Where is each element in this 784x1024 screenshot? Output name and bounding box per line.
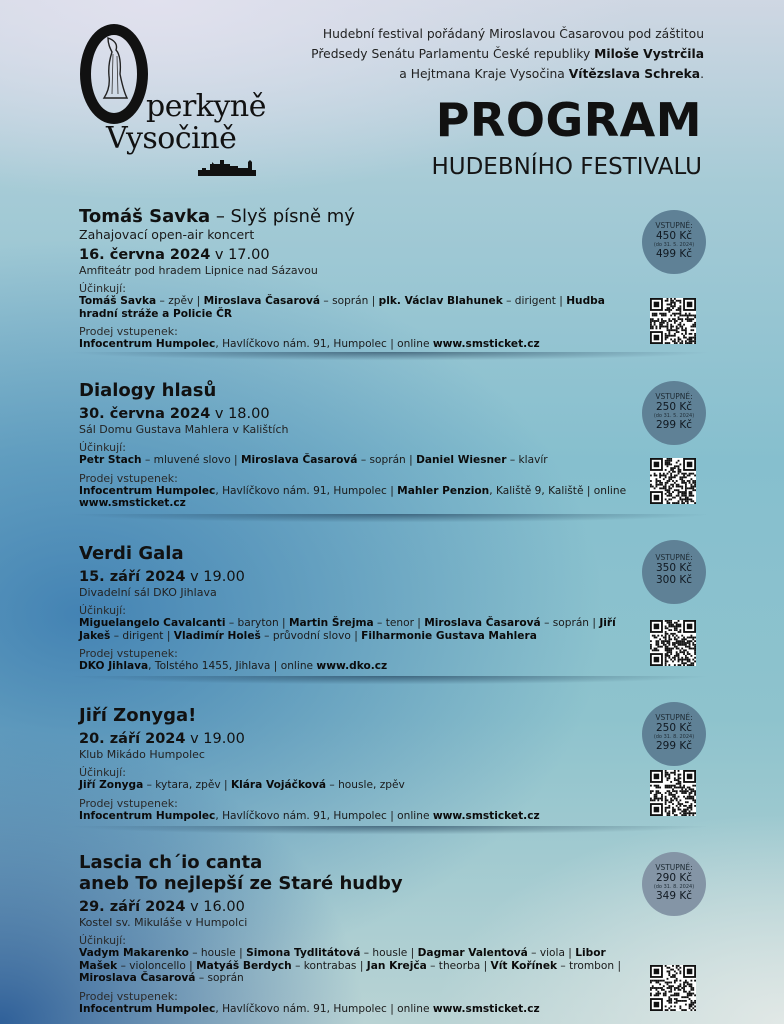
performer-role: – viola | [527, 947, 576, 959]
event-title-main: Dialogy hlasů [79, 380, 217, 401]
performers-list [79, 617, 639, 642]
qr-code-icon[interactable] [650, 620, 696, 666]
event-title [79, 705, 639, 726]
event-datetime [79, 730, 639, 748]
entry-price-badge [642, 381, 706, 445]
logo-text-operkyne: perkyně [146, 89, 267, 124]
event-title-main: Jiří Zonyga! [79, 705, 197, 726]
patronage-text [244, 24, 704, 84]
performers-label: Účinkují: [79, 441, 126, 454]
ticket-outlet-address: , Havlíčkovo nám. 91, Humpolec | [215, 484, 398, 497]
event-title-main: Tomáš Savka [79, 206, 211, 227]
performers-list [79, 947, 639, 985]
event-title [79, 543, 639, 564]
event-datetime [79, 898, 639, 916]
patronage-text-plain: Předsedy Senátu Parlamentu České republiky [311, 47, 595, 61]
event-block [79, 705, 639, 822]
performer-role: – housle, zpěv [326, 779, 405, 791]
performer-role: – klavír [506, 454, 548, 466]
performer-name: Jiří Zonyga [79, 779, 144, 791]
qr-code-icon[interactable] [650, 965, 696, 1011]
ticket-outlet-name: Mahler Penzion [397, 484, 490, 497]
event-venue: Klub Mikádo Humpolec [79, 748, 205, 761]
performer-role: – soprán | [540, 617, 600, 629]
performer-name: Miroslava Časarová [203, 295, 321, 307]
price-early: 250 Kč [655, 401, 693, 413]
entry-label: VSTUPNÉ: [655, 553, 693, 562]
ticket-sales-info [79, 660, 639, 673]
performer-name: Miroslava Časarová [241, 454, 358, 466]
event-time: v 16.00 [185, 899, 245, 915]
ticket-outlet-name: Infocentrum Humpolec [79, 484, 216, 497]
ticket-outlet-name: Infocentrum Humpolec [79, 1002, 216, 1015]
qr-code-icon[interactable] [650, 298, 696, 344]
tickets-label: Prodej vstupenek: [79, 471, 178, 485]
event-title-main: Verdi Gala [79, 543, 184, 564]
entry-price-badge [642, 210, 706, 274]
performer-name: Tomáš Savka [79, 295, 157, 307]
tickets-label: Prodej vstupenek: [79, 325, 178, 338]
ticket-outlet-name: Infocentrum Humpolec [79, 809, 216, 822]
patronage-line-3 [244, 64, 704, 84]
performers-label: Účinkují: [79, 282, 126, 295]
performers-list [79, 454, 639, 467]
event-date: 30. června 2024 [79, 406, 211, 422]
ticket-sales-info [79, 1003, 639, 1016]
patronage-text-plain: a Hejtmana Kraje Vysočina [399, 67, 569, 81]
price-early: 450 Kč [655, 230, 693, 242]
event-title [79, 206, 639, 227]
ticket-outlet-address: , Havlíčkovo nám. 91, Humpolec | online [215, 1002, 433, 1015]
ticket-sales-info [79, 338, 639, 351]
ticket-website-link[interactable]: www.dko.cz [316, 660, 388, 672]
ticket-outlet-name: Infocentrum Humpolec [79, 338, 216, 350]
castle-silhouette-icon [198, 156, 256, 176]
ticket-outlet-address: , Havlíčkovo nám. 91, Humpolec | online [215, 809, 433, 822]
performers-label: Účinkují: [79, 766, 126, 779]
performer-name: Miguelangelo Cavalcanti [79, 617, 226, 629]
ticket-website-link[interactable]: www.smsticket.cz [432, 338, 540, 350]
tickets-label: Prodej vstupenek: [79, 796, 178, 810]
event-venue: Amfiteátr pod hradem Lipnice nad Sázavou [79, 264, 318, 277]
event-title-tagline: – Slyš písně mý [210, 206, 355, 227]
price-early-note: (do 31. 5. 2024) [653, 242, 695, 248]
event-title [79, 380, 639, 401]
event-time: v 19.00 [185, 731, 245, 747]
entry-label: VSTUPNÉ: [655, 392, 693, 401]
patronage-line-2 [244, 44, 704, 64]
section-divider [70, 676, 710, 690]
patronage-line-1: Hudební festival pořádaný Miroslavou Časarovou pod záštitou [322, 27, 704, 41]
performer-role: – kytara, zpěv | [143, 779, 231, 791]
performer-name: Klára Vojáčková [230, 779, 327, 791]
ticket-sales-info [79, 810, 639, 823]
entry-price-badge [642, 540, 706, 604]
performer-name: Matyáš Berdych [196, 959, 292, 972]
event-time: v 18.00 [210, 406, 270, 422]
ticket-website-link[interactable]: www.smsticket.cz [432, 1002, 540, 1015]
event-venue: Divadelní sál DKO Jihlava [79, 586, 217, 599]
event-time: v 17.00 [210, 247, 270, 263]
event-date: 29. září 2024 [79, 899, 186, 915]
price-early-note: (do 31. 5. 2024) [653, 413, 695, 419]
performer-role: – baryton | [225, 617, 289, 629]
festival-logo [78, 20, 268, 180]
performers-label: Účinkují: [79, 604, 126, 617]
section-divider [70, 352, 710, 366]
event-date: 20. září 2024 [79, 731, 186, 747]
event-title [79, 852, 639, 873]
performer-role: – housle | [188, 947, 247, 959]
page-title: PROGRAM [435, 93, 702, 147]
patron-name-senate: Miloše Vystrčila [594, 47, 704, 61]
tickets-label: Prodej vstupenek: [79, 989, 178, 1003]
patron-name-region: Vítězslava Schreka [568, 67, 701, 81]
price-regular: 349 Kč [655, 890, 693, 902]
performer-name: Petr Stach [79, 454, 142, 466]
performer-name: Dagmar Valentová [417, 947, 528, 959]
event-date: 15. září 2024 [79, 569, 186, 585]
performer-role: – theorba | [426, 959, 491, 972]
ticket-outlet-address: , Kaliště 9, Kaliště | online [489, 484, 627, 497]
performer-name: Miroslava Časarová [79, 972, 196, 984]
price-regular: 499 Kč [655, 248, 693, 260]
event-datetime [79, 246, 639, 264]
performer-name: Simona Tydlitátová [246, 947, 361, 959]
event-block [79, 206, 639, 351]
performer-role: – tenor | [373, 617, 425, 629]
price-early: 290 Kč [655, 872, 693, 884]
singer-figure-icon [100, 34, 130, 104]
entry-price-badge [642, 702, 706, 766]
performer-role: – soprán | [320, 295, 379, 307]
event-time: v 19.00 [185, 569, 245, 585]
performer-role: – zpěv | [156, 295, 204, 307]
performer-role: – violoncello | [117, 959, 197, 972]
performers-list [79, 779, 639, 792]
performer-name: plk. Václav Blahunek [378, 295, 503, 307]
event-block [79, 380, 639, 510]
event-block [79, 543, 639, 673]
performer-role: – trombon | [557, 959, 622, 972]
performer-role: – soprán [195, 972, 244, 984]
performer-name: Martin Šrejma [288, 617, 374, 629]
ticket-website-link[interactable]: www.smsticket.cz [79, 497, 186, 509]
event-datetime [79, 405, 639, 423]
performer-role: – housle | [360, 947, 418, 959]
ticket-outlet-address: , Tolstého 1455, Jihlava | online [148, 660, 317, 672]
event-venue: Kostel sv. Mikuláše v Humpolci [79, 916, 248, 929]
performer-name: Vladimír Holeš [173, 629, 261, 642]
performer-name: Vít Kořínek [490, 959, 558, 972]
price-regular: 299 Kč [655, 740, 693, 752]
performer-name: Libor Mašek [79, 947, 606, 972]
performer-name: Miroslava Časarová [424, 617, 541, 629]
ticket-sales-info [79, 485, 639, 510]
performer-role: – dirigent | [110, 629, 174, 642]
performer-name: Filharmonie Gustava Mahlera [361, 629, 537, 642]
ticket-website-link[interactable]: www.smsticket.cz [432, 809, 540, 822]
performers-list [79, 295, 639, 320]
price-early-note: (do 31. 8. 2024) [653, 884, 695, 890]
performer-name: Jan Krejča [366, 959, 427, 972]
event-date: 16. června 2024 [79, 247, 211, 263]
performer-name: Daniel Wiesner [416, 454, 507, 466]
price-early: 250 Kč [655, 722, 693, 734]
patronage-text-plain: . [700, 67, 704, 81]
event-title-main: Lascia ch´io canta [79, 852, 263, 873]
performer-role: – dirigent | [502, 295, 567, 307]
performers-label: Účinkují: [79, 934, 126, 947]
event-venue: Sál Domu Gustava Mahlera v Kalištích [79, 423, 289, 436]
event-datetime [79, 568, 639, 586]
price-early-note: (do 31. 8. 2024) [653, 734, 695, 740]
performer-name: Hudba hradní stráže a Policie ČR [79, 295, 605, 320]
price-regular: 299 Kč [655, 419, 693, 431]
performer-name: Jiří Jakeš [79, 617, 616, 642]
qr-code-icon[interactable] [650, 770, 696, 816]
section-divider [70, 514, 710, 528]
section-divider [70, 826, 710, 840]
logo-text-vysocine: Vysočině [106, 121, 237, 156]
performer-name: Vadym Makarenko [79, 947, 189, 959]
performer-role: – kontrabas | [291, 959, 367, 972]
ticket-outlet-address: , Havlíčkovo nám. 91, Humpolec | online [215, 338, 433, 350]
performer-role: – mluvené slovo | [141, 454, 241, 466]
entry-label: VSTUPNÉ: [655, 221, 693, 230]
performer-role: – soprán | [357, 454, 417, 466]
performer-role: – průvodní slovo | [260, 629, 362, 642]
event-subtitle: Zahajovací open-air koncert [79, 227, 255, 242]
event-title-line2: aneb To nejlepší ze Staré hudby [79, 873, 403, 894]
entry-price-badge [642, 852, 706, 916]
price-early: 350 Kč [655, 562, 693, 574]
qr-code-icon[interactable] [650, 458, 696, 504]
ticket-outlet-name: DKO Jihlava [79, 660, 149, 672]
page-subtitle: HUDEBNÍHO FESTIVALU [431, 154, 702, 180]
tickets-label: Prodej vstupenek: [79, 647, 178, 660]
entry-label: VSTUPNÉ: [655, 863, 693, 872]
event-block [79, 852, 639, 1015]
price-regular: 300 Kč [655, 574, 693, 586]
entry-label: VSTUPNÉ: [655, 713, 693, 722]
